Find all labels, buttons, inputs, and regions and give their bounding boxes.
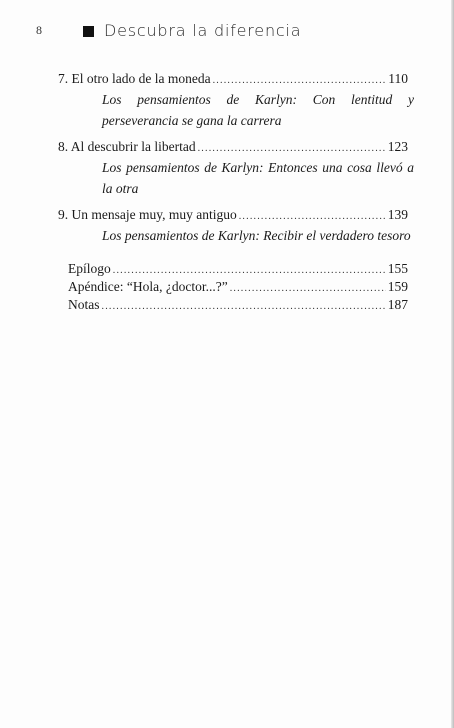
toc-entry-page: 123 [387, 139, 408, 154]
dot-leader [239, 211, 386, 222]
dot-leader [213, 75, 387, 86]
toc-entry-title: 8. Al descubrir la libertad [58, 139, 196, 154]
toc-entry-epilogue[interactable] [68, 261, 408, 279]
toc-entry-title: 7. El otro lado de la moneda [58, 71, 211, 86]
toc-entry-chapter-8[interactable] [58, 139, 408, 157]
dot-leader [198, 143, 386, 154]
toc-entry-page: 110 [388, 71, 408, 86]
toc-entry-subtitle: Los pensamientos de Karlyn: Entonces una cosa llevó a la otra [102, 160, 414, 196]
toc-entry-title: Epílogo [68, 261, 111, 276]
running-title: Descubra la diferencia [104, 21, 302, 40]
toc-entry-title: Apéndice: “Hola, ¿doctor...?” [68, 279, 228, 294]
toc-entry-chapter-9[interactable] [58, 207, 408, 225]
toc-entry-page: 155 [387, 261, 408, 276]
toc-entry-subtitle: Los pensamientos de Karlyn: Con lentitud y perseverancia se gana la carrera [102, 92, 414, 128]
toc-entry-page: 139 [387, 207, 408, 222]
dot-leader [230, 283, 386, 294]
toc-entry-title: 9. Un mensaje muy, muy antiguo [58, 207, 237, 222]
page-number: 8 [36, 23, 42, 37]
dot-leader [102, 301, 386, 312]
toc-entry-chapter-7[interactable] [58, 71, 408, 89]
dot-leader [113, 265, 386, 276]
toc-entry-notes[interactable] [68, 297, 408, 315]
toc-entry-subtitle: Los pensamientos de Karlyn: Recibir el verdadero tesoro [102, 228, 411, 243]
toc-entry-page: 159 [387, 279, 408, 294]
toc-entry-appendix[interactable] [68, 279, 408, 297]
toc-entry-page: 187 [387, 297, 408, 312]
toc-entry-title: Notas [68, 297, 100, 312]
